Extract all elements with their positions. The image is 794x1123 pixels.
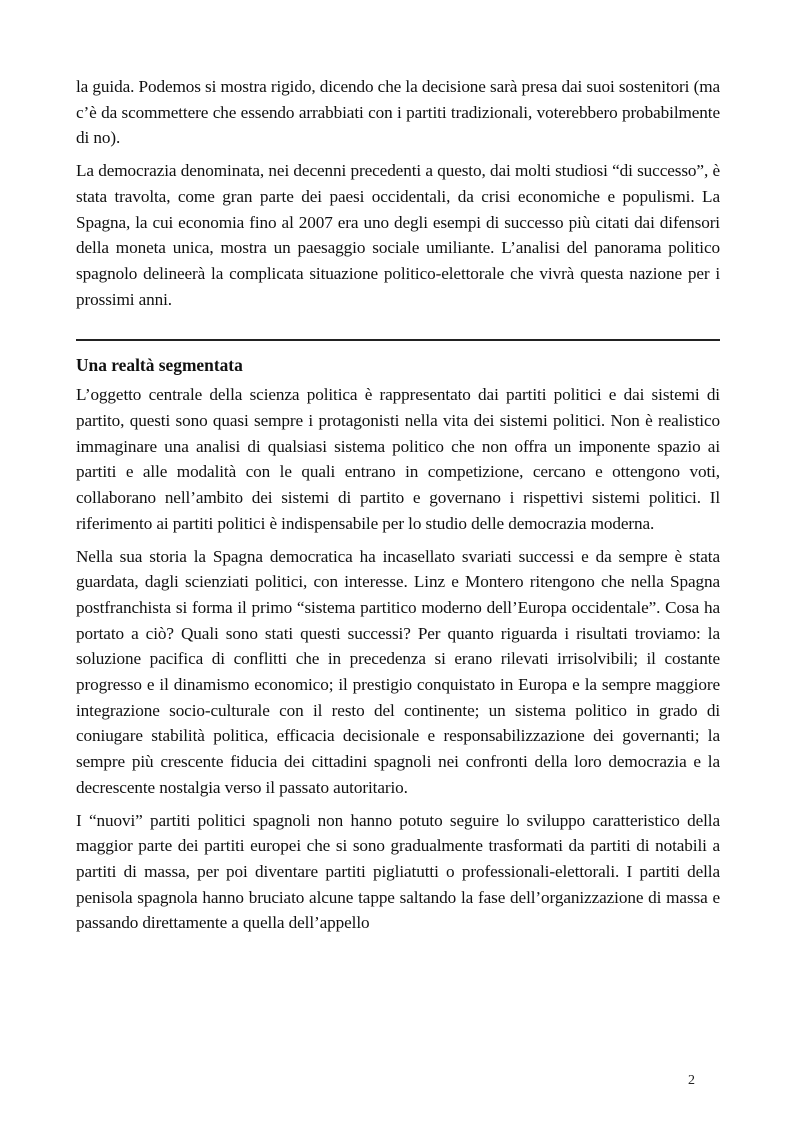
section-paragraph-1: L’oggetto centrale della scienza politica è rappresentato dai partiti politici e dai sistemi di partito, questi sono quasi sempre i protagonisti nella vita dei sistemi politici. Non è realistico immaginare una analisi di qualsiasi sistema politico che non offra un imponente spazio ai partiti e alle modalità con le quali entrano in competizione, cercano e ottengono voti, collaborano nell’ambito dei sistemi di partito e governano i rispettivi sistemi politici. Il riferimento ai partiti politici è indispensabile per lo studio delle democrazia moderna. <box>76 385 720 533</box>
section-divider <box>76 339 720 341</box>
page-number: 2 <box>688 1073 695 1088</box>
document-page <box>76 74 720 936</box>
section-heading: Una realtà segmentata <box>76 355 243 376</box>
section-paragraph-2: Nella sua storia la Spagna democratica ha incasellato svariati successi e da sempre è stata guardata, dagli scienziati politici, con interesse. Linz e Montero ritengono che nella Spagna postfranchista si forma il primo “sistema partitico moderno dell’Europa occidentale”. Cosa ha portato a ciò? Quali sono stati questi successi? Per quanto riguarda i risultati troviamo: la soluzione pacifica di conflitti che in precedenza si erano rilevati irrisolvibili; il costante progresso e il dinamismo economico; il prestigio conquistato in Europa e la sempre maggiore integrazione socio-culturale con il resto del continente; un sistema politico in grado di coniugare stabilità politica, efficacia decisionale e responsabilizzazione dei governanti; la sempre più crescente fiducia dei cittadini spagnoli nei confronti della loro democrazia e la decrescente nostalgia verso il passato autoritario. <box>76 546 720 797</box>
section-paragraph-3: I “nuovi” partiti politici spagnoli non hanno potuto seguire lo sviluppo caratteristico della maggior parte dei partiti europei che si sono gradualmente trasformati da partiti di notabili a partiti di massa, per poi diventare partiti pigliatutti o professionali-elettorali. I partiti della penisola spagnola hanno bruciato alcune tappe saltando la fase dell’organizzazione di massa e passando direttamente a quella dell’appello <box>76 810 720 933</box>
intro-paragraph-2: La democrazia denominata, nei decenni precedenti a questo, dai molti studiosi “di successo”, è stata travolta, come gran parte dei paesi occidentali, da crisi economiche e populismi. La Spagna, la cui economia fino al 2007 era uno degli esempi di successo più citati dai difensori della moneta unica, mostra un paesaggio sociale umiliante. L’analisi del panorama politico spagnolo delineerà la complicata situazione politico-elettorale che vivrà questa nazione per i prossimi anni. <box>76 161 720 309</box>
intro-paragraph-1: la guida. Podemos si mostra rigido, dicendo che la decisione sarà presa dai suoi sostenitori (ma c’è da scommettere che essendo arrabbiati con i partiti tradizionali, voterebbero probabilmente di no). <box>76 77 720 148</box>
